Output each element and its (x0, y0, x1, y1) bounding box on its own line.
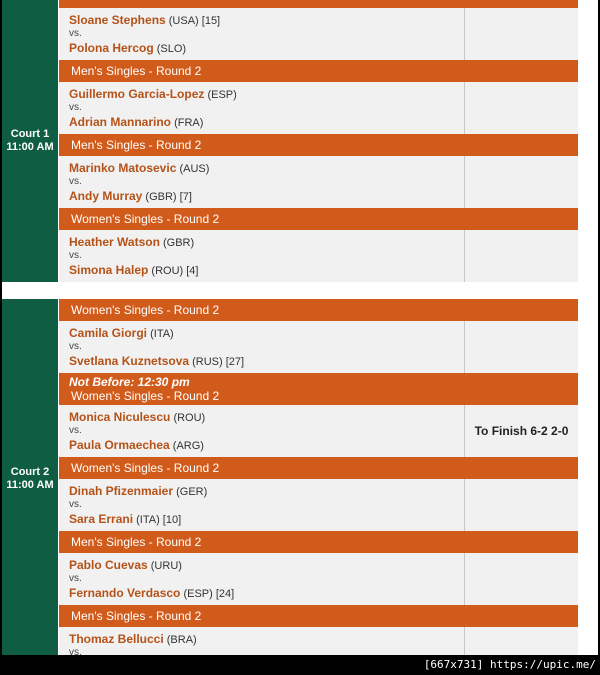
vs-label: vs. (69, 425, 82, 436)
player-link[interactable]: Camila Giorgi (69, 326, 148, 340)
not-before-label: Not Before: 12:30 pm (69, 375, 190, 389)
court-1-block (2, 0, 598, 282)
court-2-block (2, 299, 598, 655)
player-info: (SLO) (156, 43, 187, 55)
player-link[interactable]: Andy Murray (69, 189, 143, 203)
player-info: (GER) (176, 486, 208, 498)
player-info: (ROU) [4] (151, 265, 199, 277)
player-link[interactable]: Marinko Matosevic (69, 161, 177, 175)
court-name: Court 2 (10, 466, 50, 478)
match-row[interactable] (59, 479, 578, 531)
match-players (59, 230, 465, 282)
match-status (465, 553, 578, 605)
player-info: (FRA) (174, 117, 204, 129)
vs-label: vs. (69, 250, 82, 261)
court-1-label (2, 0, 58, 282)
round-header (59, 373, 578, 405)
round-header: Women's Singles - Round 2 (59, 208, 578, 230)
player-info: (AUS) (179, 163, 210, 175)
player-info: (ESP) [24] (183, 588, 235, 600)
match-status (465, 8, 578, 60)
match-players (59, 553, 465, 605)
player-info: (ESP) (207, 89, 237, 101)
player-info: (GBR) (162, 237, 195, 249)
player-info: (RUS) [27] (192, 356, 245, 368)
vs-label: vs. (69, 176, 82, 187)
match-status (465, 479, 578, 531)
player-link[interactable]: Sloane Stephens (69, 13, 166, 27)
match-players (59, 479, 465, 531)
match-row[interactable] (59, 553, 578, 605)
player-info: (ARG) (172, 440, 204, 452)
player-link[interactable]: Thomaz Bellucci (69, 632, 164, 646)
player-info: (GBR) [7] (145, 191, 192, 203)
vs-label: vs. (69, 499, 82, 510)
player-link[interactable]: Dinah Pfizenmaier (69, 484, 174, 498)
match-status: To Finish 6-2 2-0 (474, 424, 569, 438)
player-info: (ROU) (173, 412, 206, 424)
match-players (59, 405, 465, 457)
round-header: Men's Singles - Round 2 (59, 134, 578, 156)
court-time: 11:00 AM (6, 479, 54, 491)
player-link[interactable]: Simona Halep (69, 263, 149, 277)
player-link[interactable]: Monica Niculescu (69, 410, 171, 424)
player-info: (ITA) (150, 328, 174, 340)
player-link[interactable]: Guillermo Garcia-Lopez (69, 87, 205, 101)
player-link[interactable]: Paula Ormaechea (69, 438, 170, 452)
match-players (59, 321, 465, 373)
match-row[interactable] (59, 156, 578, 208)
match-status (465, 82, 578, 134)
match-status (465, 156, 578, 208)
player-link[interactable]: Fernando Verdasco (69, 586, 181, 600)
round-title: Women's Singles - Round 2 (71, 389, 220, 403)
schedule-canvas (2, 0, 598, 655)
player-link[interactable]: Adrian Mannarino (69, 115, 172, 129)
player-info: (URU) (150, 560, 182, 572)
match-row[interactable] (59, 405, 578, 457)
round-header: Men's Singles - Round 2 (59, 605, 578, 627)
match-players (59, 8, 465, 60)
watermark-text: [667x731] https://upic.me/ (423, 658, 596, 671)
match-players (59, 82, 465, 134)
match-row[interactable] (59, 8, 578, 60)
match-status (465, 230, 578, 282)
player-info: (ITA) [10] (136, 514, 182, 526)
player-link[interactable]: Polona Hercog (69, 41, 154, 55)
match-row[interactable] (59, 627, 578, 655)
court-2-label (2, 299, 58, 655)
match-row[interactable] (59, 230, 578, 282)
court-time: 11:00 AM (6, 141, 54, 153)
match-status (465, 321, 578, 373)
match-row[interactable] (59, 321, 578, 373)
vs-label: vs. (69, 102, 82, 113)
round-header: Men's Singles - Round 2 (59, 531, 578, 553)
vs-label: vs. (69, 573, 82, 584)
player-link[interactable]: Sara Errani (69, 512, 134, 526)
vs-label: vs. (69, 647, 82, 655)
player-link[interactable]: Svetlana Kuznetsova (69, 354, 190, 368)
round-header-cut (59, 0, 578, 8)
player-info: (USA) [15] (168, 15, 221, 27)
court-2-matches (59, 299, 578, 655)
round-header: Men's Singles - Round 2 (59, 60, 578, 82)
vs-label: vs. (69, 341, 82, 352)
round-header: Women's Singles - Round 2 (59, 457, 578, 479)
vs-label: vs. (69, 28, 82, 39)
player-link[interactable]: Pablo Cuevas (69, 558, 148, 572)
player-info: (BRA) (166, 634, 197, 646)
match-row[interactable] (59, 82, 578, 134)
court-1-matches (59, 0, 578, 282)
match-status (465, 627, 578, 655)
match-players (59, 627, 465, 655)
court-name: Court 1 (10, 128, 50, 140)
round-header: Women's Singles - Round 2 (59, 299, 578, 321)
match-players (59, 156, 465, 208)
player-link[interactable]: Heather Watson (69, 235, 160, 249)
